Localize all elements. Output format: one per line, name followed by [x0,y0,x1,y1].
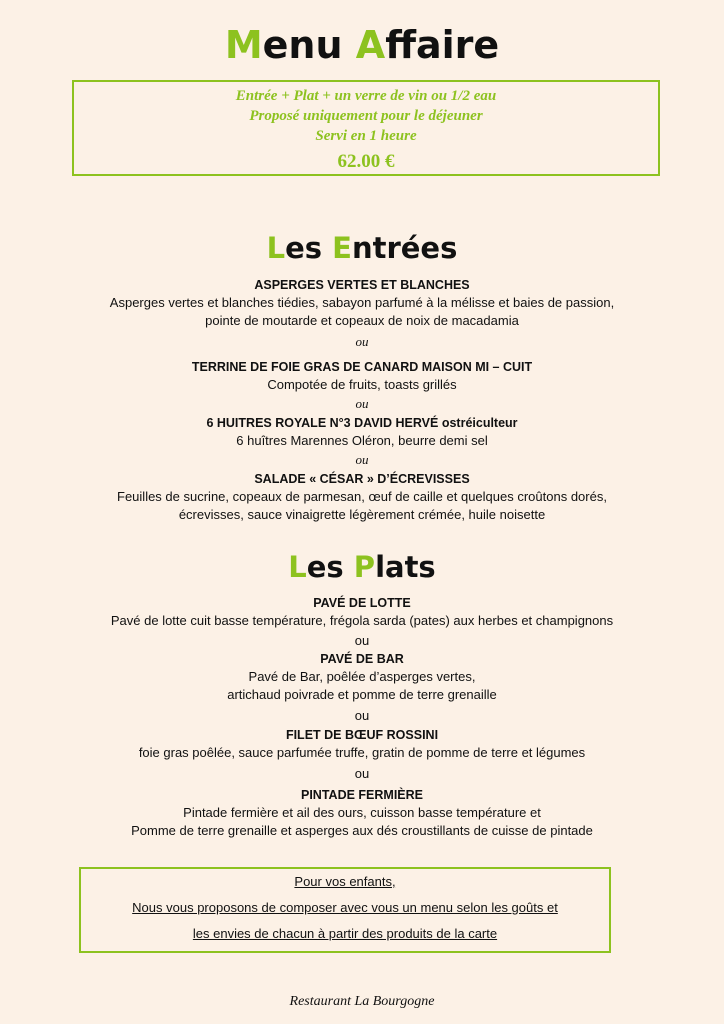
dish-description: artichaud poivrade et pomme de terre grenaille [227,687,497,702]
restaurant-name: Restaurant La Bourgogne [289,994,435,1009]
dish-name: PAVÉ DE LOTTE [313,596,411,610]
separator-ou: ou [355,396,369,411]
dish-name: 6 HUITRES ROYALE N°3 DAVID HERVÉ ostréiculteur [206,416,518,430]
offer-line: Proposé uniquement pour le déjeuner [249,108,483,124]
dish-description: Pomme de terre grenaille et asperges aux dés croustillants de cuisse de pintade [131,823,593,838]
kids-line: Nous vous proposons de composer avec vous un menu selon les goûts et [132,900,558,915]
separator-ou: ou [354,708,370,723]
offer-line: Servi en 1 heure [315,128,417,144]
kids-line: les envies de chacun à partir des produits de la carte [192,926,498,941]
section-text: lats [375,550,436,584]
title-initial: M [224,23,263,67]
section-title-entrees [0,230,724,266]
kids-line: Pour vos enfants, [294,874,396,889]
dish-name: PINTADE FERMIÈRE [301,788,423,802]
separator-ou: ou [355,334,369,349]
separator-ou: ou [355,452,369,467]
dish-name: TERRINE DE FOIE GRAS DE CANARD MAISON MI – CUIT [191,360,533,374]
dish-description: Pavé de Bar, poêlée d’asperges vertes, [248,669,476,684]
dish-description: pointe de moutarde et copeaux de noix de macadamia [205,313,519,328]
section-initial: L [266,231,286,265]
dish-description: Pavé de lotte cuit basse température, frégola sarda (pates) aux herbes et champignons [110,613,614,628]
dish-name: ASPERGES VERTES ET BLANCHES [254,278,470,292]
dish-description: foie gras poêlée, sauce parfumée truffe, gratin de pomme de terre et légumes [138,745,586,760]
dish-name: FILET DE BŒUF ROSSINI [285,728,439,742]
dish-description: écrevisses, sauce vinaigrette légèrement crémée, huile noisette [178,507,546,522]
title-initial: A [355,23,386,67]
section-text: ntrées [351,231,458,265]
dish-description: Pintade fermière et ail des ours, cuisson basse température et [183,805,541,820]
dish-description: Compotée de fruits, toasts grillés [267,377,457,392]
menu-title [0,22,724,68]
offer-price: 62.00 € [337,151,395,172]
section-title-plats [0,549,724,585]
separator-ou: ou [354,633,370,648]
dish-description: 6 huîtres Marennes Oléron, beurre demi sel [236,433,488,448]
kids-box [79,867,611,953]
dish-description: Asperges vertes et blanches tiédies, sabayon parfumé à la mélisse et baies de passion, [109,295,615,310]
separator-ou: ou [354,766,370,781]
title-text: enu [262,23,356,67]
section-initial: L [288,550,307,584]
dish-name: SALADE « CÉSAR » D’ÉCREVISSES [254,472,470,486]
title-text: ffaire [385,23,500,67]
dish-description: Feuilles de sucrine, copeaux de parmesan, œuf de caille et quelques croûtons dorés, [117,489,607,504]
section-text: es [285,231,333,265]
section-initial: P [353,550,376,584]
offer-line: Entrée + Plat + un verre de vin ou 1/2 eau [235,88,497,104]
offer-box [72,80,660,176]
section-text: es [306,550,354,584]
dish-name: PAVÉ DE BAR [320,652,404,666]
section-initial: E [332,231,352,265]
